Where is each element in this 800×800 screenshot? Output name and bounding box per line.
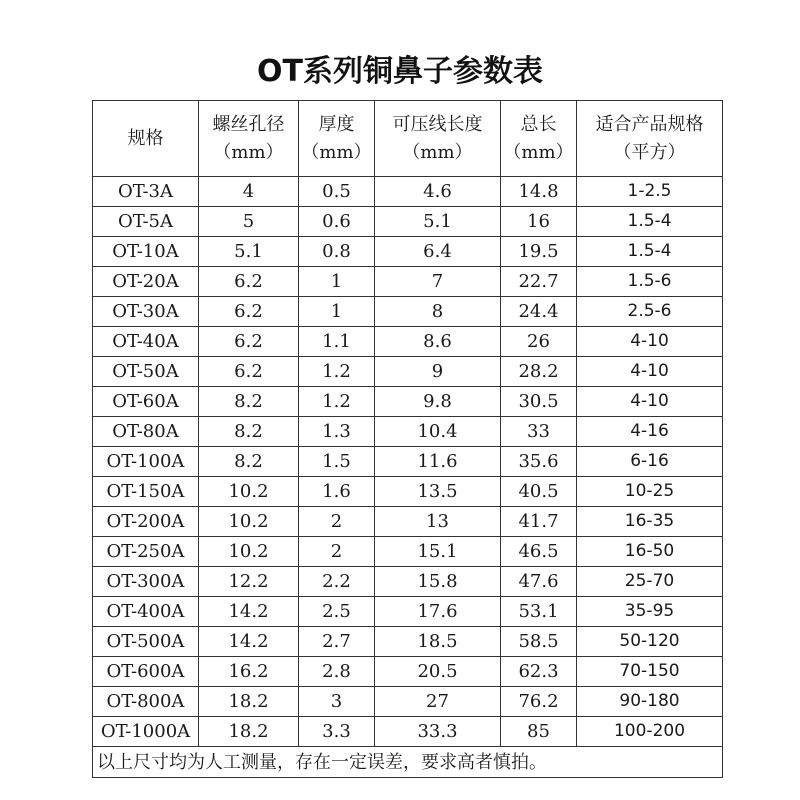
cell-total-length: 85 [501, 717, 577, 747]
cell-total-length: 14.8 [501, 177, 577, 207]
cell-crimp-length: 13.5 [375, 477, 501, 507]
table-row [93, 567, 723, 597]
cell-screw-hole: 10.2 [199, 477, 299, 507]
cell-total-length: 76.2 [501, 687, 577, 717]
cell-spec: OT-150A [93, 477, 199, 507]
cell-screw-hole: 10.2 [199, 537, 299, 567]
cell-total-length: 26 [501, 327, 577, 357]
cell-screw-hole: 8.2 [199, 417, 299, 447]
cell-total-length: 41.7 [501, 507, 577, 537]
cell-thickness: 3.3 [299, 717, 375, 747]
cell-total-length: 30.5 [501, 387, 577, 417]
cell-crimp-length: 4.6 [375, 177, 501, 207]
table-row [93, 537, 723, 567]
table-row [93, 177, 723, 207]
header-label: 厚度 [318, 113, 355, 135]
cell-spec: OT-10A [93, 237, 199, 267]
cell-screw-hole: 6.2 [199, 357, 299, 387]
cell-wire-size: 25-70 [577, 567, 723, 597]
cell-crimp-length: 7 [375, 267, 501, 297]
table-row [93, 717, 723, 747]
header-cell-spec [93, 101, 199, 177]
cell-spec: OT-20A [93, 267, 199, 297]
cell-spec: OT-50A [93, 357, 199, 387]
header-cell-wire-size [577, 101, 723, 177]
cell-crimp-length: 8 [375, 297, 501, 327]
cell-crimp-length: 13 [375, 507, 501, 537]
header-cell-screw-hole [199, 101, 299, 177]
cell-wire-size: 16-50 [577, 537, 723, 567]
cell-wire-size: 10-25 [577, 477, 723, 507]
table-row [93, 267, 723, 297]
cell-spec: OT-500A [93, 627, 199, 657]
cell-wire-size: 16-35 [577, 507, 723, 537]
table-header-row [93, 101, 723, 177]
header-unit: （mm） [503, 141, 574, 163]
header-unit: （mm） [402, 141, 473, 163]
cell-thickness: 2.8 [299, 657, 375, 687]
table-row [93, 357, 723, 387]
table-row [93, 477, 723, 507]
cell-screw-hole: 6.2 [199, 327, 299, 357]
table-row [93, 597, 723, 627]
cell-spec: OT-400A [93, 597, 199, 627]
cell-screw-hole: 14.2 [199, 627, 299, 657]
cell-screw-hole: 5.1 [199, 237, 299, 267]
cell-screw-hole: 10.2 [199, 507, 299, 537]
cell-wire-size: 90-180 [577, 687, 723, 717]
table-row [93, 417, 723, 447]
cell-crimp-length: 20.5 [375, 657, 501, 687]
cell-thickness: 1.2 [299, 357, 375, 387]
cell-thickness: 1.3 [299, 417, 375, 447]
cell-wire-size: 50-120 [577, 627, 723, 657]
cell-thickness: 2 [299, 537, 375, 567]
table-row [93, 237, 723, 267]
cell-total-length: 24.4 [501, 297, 577, 327]
header-unit: （mm） [301, 141, 372, 163]
header-cell-thickness [299, 101, 375, 177]
cell-spec: OT-80A [93, 417, 199, 447]
cell-wire-size: 1.5-6 [577, 267, 723, 297]
cell-wire-size: 4-10 [577, 387, 723, 417]
cell-total-length: 62.3 [501, 657, 577, 687]
cell-spec: OT-60A [93, 387, 199, 417]
cell-screw-hole: 5 [199, 207, 299, 237]
cell-crimp-length: 17.6 [375, 597, 501, 627]
table-row [93, 297, 723, 327]
cell-crimp-length: 33.3 [375, 717, 501, 747]
header-label: 总长 [520, 113, 557, 135]
cell-total-length: 16 [501, 207, 577, 237]
table-row [93, 687, 723, 717]
cell-wire-size: 4-10 [577, 357, 723, 387]
cell-wire-size: 70-150 [577, 657, 723, 687]
cell-thickness: 0.5 [299, 177, 375, 207]
cell-spec: OT-250A [93, 537, 199, 567]
cell-spec: OT-3A [93, 177, 199, 207]
page-title: OT系列铜鼻子参数表 [257, 54, 543, 89]
cell-total-length: 22.7 [501, 267, 577, 297]
table-note: 以上尺寸均为人工测量，存在一定误差，要求高者慎拍。 [93, 747, 723, 778]
cell-wire-size: 35-95 [577, 597, 723, 627]
cell-total-length: 33 [501, 417, 577, 447]
cell-thickness: 1 [299, 297, 375, 327]
cell-screw-hole: 18.2 [199, 687, 299, 717]
cell-screw-hole: 8.2 [199, 447, 299, 477]
cell-spec: OT-200A [93, 507, 199, 537]
header-cell-crimp-length [375, 101, 501, 177]
cell-crimp-length: 15.1 [375, 537, 501, 567]
cell-wire-size: 4-16 [577, 417, 723, 447]
cell-crimp-length: 9 [375, 357, 501, 387]
cell-crimp-length: 15.8 [375, 567, 501, 597]
table-row [93, 657, 723, 687]
cell-spec: OT-30A [93, 297, 199, 327]
cell-total-length: 53.1 [501, 597, 577, 627]
header-label: 螺丝孔径 [212, 113, 285, 135]
cell-wire-size: 1.5-4 [577, 207, 723, 237]
header-label: 可压线长度 [392, 113, 483, 135]
cell-spec: OT-5A [93, 207, 199, 237]
table-row [93, 447, 723, 477]
header-unit: （mm） [213, 141, 284, 163]
cell-screw-hole: 14.2 [199, 597, 299, 627]
cell-thickness: 2.5 [299, 597, 375, 627]
cell-screw-hole: 6.2 [199, 267, 299, 297]
cell-crimp-length: 9.8 [375, 387, 501, 417]
cell-screw-hole: 8.2 [199, 387, 299, 417]
cell-total-length: 46.5 [501, 537, 577, 567]
cell-spec: OT-300A [93, 567, 199, 597]
cell-crimp-length: 6.4 [375, 237, 501, 267]
table-row [93, 327, 723, 357]
cell-wire-size: 100-200 [577, 717, 723, 747]
table-note-row [93, 747, 723, 778]
cell-spec: OT-100A [93, 447, 199, 477]
spec-table [92, 100, 723, 778]
cell-spec: OT-800A [93, 687, 199, 717]
header-cell-total-length [501, 101, 577, 177]
cell-thickness: 1.5 [299, 447, 375, 477]
cell-total-length: 28.2 [501, 357, 577, 387]
cell-total-length: 40.5 [501, 477, 577, 507]
cell-total-length: 58.5 [501, 627, 577, 657]
table-row [93, 627, 723, 657]
cell-wire-size: 6-16 [577, 447, 723, 477]
table-row [93, 387, 723, 417]
cell-total-length: 47.6 [501, 567, 577, 597]
cell-thickness: 2 [299, 507, 375, 537]
cell-crimp-length: 11.6 [375, 447, 501, 477]
header-label: 适合产品规格 [595, 113, 704, 135]
header-unit: （平方） [613, 141, 686, 163]
cell-wire-size: 4-10 [577, 327, 723, 357]
cell-wire-size: 2.5-6 [577, 297, 723, 327]
cell-screw-hole: 6.2 [199, 297, 299, 327]
cell-screw-hole: 4 [199, 177, 299, 207]
cell-thickness: 0.8 [299, 237, 375, 267]
cell-spec: OT-600A [93, 657, 199, 687]
table-row [93, 207, 723, 237]
cell-crimp-length: 18.5 [375, 627, 501, 657]
cell-crimp-length: 5.1 [375, 207, 501, 237]
cell-total-length: 19.5 [501, 237, 577, 267]
cell-thickness: 0.6 [299, 207, 375, 237]
cell-screw-hole: 12.2 [199, 567, 299, 597]
cell-crimp-length: 10.4 [375, 417, 501, 447]
cell-thickness: 1 [299, 267, 375, 297]
cell-spec: OT-1000A [93, 717, 199, 747]
cell-spec: OT-40A [93, 327, 199, 357]
cell-thickness: 1.6 [299, 477, 375, 507]
cell-screw-hole: 18.2 [199, 717, 299, 747]
cell-crimp-length: 27 [375, 687, 501, 717]
cell-screw-hole: 16.2 [199, 657, 299, 687]
cell-thickness: 1.1 [299, 327, 375, 357]
cell-thickness: 1.2 [299, 387, 375, 417]
cell-thickness: 2.7 [299, 627, 375, 657]
cell-wire-size: 1-2.5 [577, 177, 723, 207]
cell-crimp-length: 8.6 [375, 327, 501, 357]
cell-wire-size: 1.5-4 [577, 237, 723, 267]
header-label: 规格 [127, 127, 164, 149]
cell-thickness: 2.2 [299, 567, 375, 597]
cell-total-length: 35.6 [501, 447, 577, 477]
table-row [93, 507, 723, 537]
cell-thickness: 3 [299, 687, 375, 717]
